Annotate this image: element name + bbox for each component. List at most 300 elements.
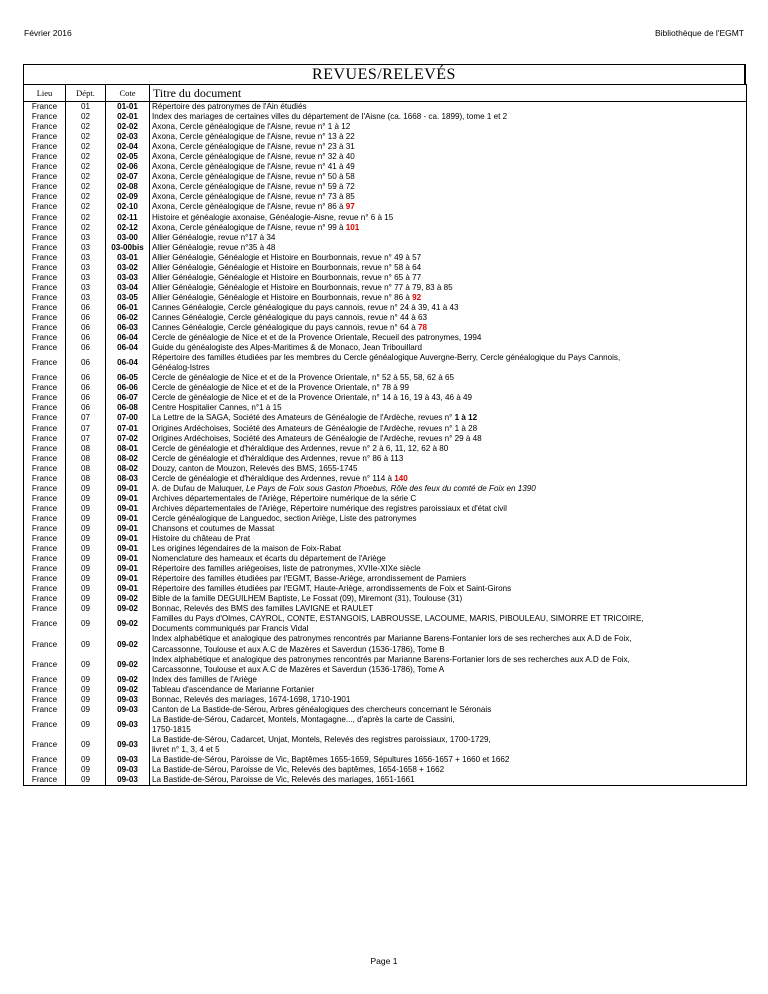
cell-titre [150,434,747,444]
cell-titre [150,263,747,273]
cell-lieu: France [24,564,66,574]
cell-cote: 09-01 [106,564,150,574]
titre-text: Axona, Cercle généalogique de l'Aisne, revue n° 1 à 12 [152,122,351,132]
cell-lieu: France [24,735,66,755]
table-row [24,223,747,233]
table-row [24,243,747,253]
table-row [24,182,747,192]
cell-cote: 09-02 [106,655,150,675]
titre-text: Cercle de généalogie et d'héraldique des Ardennes, revue n° 86 à 113 [152,453,404,463]
titre-text: Index alphabétique et analogique des patronymes rencontrés par Marianne Barens-Fortanier lors de ses recherches aux A.D de Foix, [152,654,630,664]
cell-cote: 09-01 [106,524,150,534]
cell-lieu: France [24,182,66,192]
cell-dept: 09 [66,484,106,494]
cell-lieu: France [24,313,66,323]
cell-titre [150,152,747,162]
titre-text: A. de Dufau de Maluquer, [152,483,247,493]
cell-lieu: France [24,765,66,775]
table-row [24,564,747,574]
table-row [24,353,747,373]
cell-titre [150,534,747,544]
cell-titre [150,122,747,132]
cell-dept: 02 [66,223,106,233]
cell-lieu: France [24,594,66,604]
titre-text: La Bastide-de-Sérou, Cadarcet, Montels, Montagagne..., d'après la carte de Cassini, [152,714,455,724]
cell-cote: 02-08 [106,182,150,192]
table-row [24,233,747,243]
cell-cote: 09-03 [106,735,150,755]
table-row [24,594,747,604]
cell-dept: 09 [66,675,106,685]
cell-dept: 03 [66,263,106,273]
cell-titre [150,223,747,233]
cell-lieu: France [24,494,66,504]
titre-line2: Carcassonne, Toulouse et aux A.C de Mazères et Saverdun (1536-1786), Tome B [152,644,445,654]
table-row [24,333,747,343]
table-row [24,484,747,494]
cell-cote: 06-05 [106,373,150,383]
cell-lieu: France [24,413,66,423]
cell-titre [150,484,747,494]
cell-dept: 02 [66,172,106,182]
cell-titre [150,142,747,152]
titre-text: Allier Généalogie, Généalogie et Histoire en Bourbonnais, revue n° 65 à 77 [152,272,422,282]
cell-lieu: France [24,152,66,162]
titre-text: Répertoire des familles étudiées par l'EGMT, Haute-Ariège, arrondissements de Foix et Saint-Girons [152,584,512,594]
table-row [24,755,747,765]
cell-lieu: France [24,424,66,434]
cell-cote: 09-03 [106,715,150,735]
table-row [24,634,747,654]
section-title-band [23,64,746,84]
table-row [24,454,747,464]
table-row [24,393,747,403]
table-row [24,434,747,444]
cell-lieu: France [24,273,66,283]
cell-titre [150,765,747,775]
titre-text: Axona, Cercle généalogique de l'Aisne, revue n° 23 à 31 [152,142,355,152]
titre-highlight: 92 [412,292,422,302]
page-number: Page 1 [370,956,398,966]
table-row [24,112,747,122]
cell-lieu: France [24,102,66,113]
cell-dept: 09 [66,685,106,695]
cell-titre [150,293,747,303]
cell-titre [150,283,747,293]
cell-dept: 02 [66,213,106,223]
table-row [24,504,747,514]
cell-lieu: France [24,333,66,343]
titre-text: Allier Généalogie, Généalogie et Histoire en Bourbonnais, revue n° 49 à 57 [152,252,422,262]
titre-text: Chansons et coutumes de Massat [152,523,275,533]
table-row [24,213,747,223]
cell-cote: 06-03 [106,323,150,333]
table-row [24,444,747,454]
cell-lieu: France [24,132,66,142]
cell-cote: 02-10 [106,202,150,212]
titre-text: Axona, Cercle généalogique de l'Aisne, revue n° 13 à 22 [152,132,355,142]
titre-text: Guide du généalogiste des Alpes-Maritimes & de Monaco, Jean Tribouillard [152,343,422,353]
cell-titre [150,634,747,654]
cell-titre [150,333,747,343]
cell-lieu: France [24,202,66,212]
cell-dept: 06 [66,393,106,403]
cell-titre [150,102,747,113]
titre-text: Cercle de généalogie de Nice et et de la Provence Orientale, n° 52 à 55, 58, 62 à 65 [152,373,455,383]
cell-titre [150,303,747,313]
titre-text: Nomenclature des hameaux et écarts du département de l'Ariège [152,554,386,564]
titre-text: Cercle de généalogie de Nice et et de la Provence Orientale, n° 78 à 99 [152,383,410,393]
cell-cote: 09-03 [106,775,150,786]
cell-lieu: France [24,484,66,494]
table-header-row [24,85,747,102]
cell-cote: 01-01 [106,102,150,113]
cell-lieu: France [24,775,66,786]
cell-cote: 06-08 [106,403,150,413]
titre-highlight: 97 [345,202,355,212]
titre-text: Allier Généalogie, Généalogie et Histoire en Bourbonnais, revue n° 86 à [152,292,413,302]
table-row [24,152,747,162]
cell-cote: 03-02 [106,263,150,273]
cell-titre [150,464,747,474]
cell-titre [150,524,747,534]
titre-italic: Le Pays de Foix sous Gaston Phoebus, Rôle des feux du comté de Foix en 1390 [246,483,536,493]
cell-titre [150,574,747,584]
table-row [24,373,747,383]
titre-text: Bible de la famille DEGUILHEM Baptiste, Le Fossat (09), Miremont (31), Toulouse (31) [152,594,463,604]
cell-titre [150,343,747,353]
titre-highlight: 78 [418,323,428,333]
cell-dept: 09 [66,765,106,775]
titre-text: La Bastide-de-Sérou, Paroisse de Vic, Relevés des mariages, 1651-1661 [152,775,415,785]
cell-lieu: France [24,122,66,132]
cell-lieu: France [24,584,66,594]
titre-text: La Bastide-de-Sérou, Paroisse de Vic, Relevés des baptêmes, 1654-1658 + 1662 [152,765,445,775]
cell-cote: 02-11 [106,213,150,223]
cell-lieu: France [24,514,66,524]
cell-dept: 03 [66,243,106,253]
cell-cote: 03-00 [106,233,150,243]
header-date: Février 2016 [24,28,72,38]
cell-dept: 09 [66,564,106,574]
cell-cote: 09-03 [106,705,150,715]
table-row [24,584,747,594]
titre-text: Axona, Cercle généalogique de l'Aisne, revue n° 99 à [152,222,346,232]
cell-titre [150,162,747,172]
cell-dept: 02 [66,132,106,142]
cell-cote: 07-02 [106,434,150,444]
cell-lieu: France [24,614,66,634]
cell-dept: 03 [66,273,106,283]
titre-bold: 1 à 12 [454,413,478,423]
cell-cote: 02-09 [106,192,150,202]
cell-titre [150,584,747,594]
titre-text: Bonnac, Relevés des BMS des familles LAVIGNE et RAULET [152,604,374,614]
titre-text: Cannes Généalogie, Cercle généalogique du pays cannois, revue n° 44 à 63 [152,312,428,322]
titre-text: Allier Généalogie, Généalogie et Histoire en Bourbonnais, revue n° 77 à 79, 83 à 85 [152,282,453,292]
cell-lieu: France [24,715,66,735]
table-row [24,192,747,202]
titre-text: Centre Hospitalier Cannes, n°1 à 15 [152,403,282,413]
cell-lieu: France [24,655,66,675]
titre-text: Index des mariages de certaines villes du département de l'Aisne (ca. 1668 - ca. 1899), tome 1 et 2 [152,112,508,122]
cell-titre [150,313,747,323]
cell-titre [150,253,747,263]
cell-titre [150,675,747,685]
catalogue-table [23,84,747,786]
cell-dept: 07 [66,424,106,434]
titre-text: Canton de La Bastide-de-Sérou, Arbres généalogiques des chercheurs concernant le Séronais [152,704,492,714]
cell-lieu: France [24,162,66,172]
cell-titre [150,383,747,393]
titre-text: Douzy, canton de Mouzon, Relevés des BMS, 1655-1745 [152,463,358,473]
cell-lieu: France [24,393,66,403]
table-row [24,655,747,675]
cell-cote: 03-05 [106,293,150,303]
cell-cote: 09-01 [106,554,150,564]
table-row [24,383,747,393]
cell-titre [150,544,747,554]
cell-dept: 08 [66,454,106,464]
cell-dept: 09 [66,554,106,564]
cell-titre [150,112,747,122]
titre-text: Axona, Cercle généalogique de l'Aisne, revue n° 86 à [152,202,346,212]
titre-text: Cercle de généalogie et d'héraldique des Ardennes, revue n° 2 à 6, 11, 12, 62 à 80 [152,443,449,453]
cell-titre [150,594,747,604]
column-header-titre: Titre du document [150,85,747,102]
cell-titre [150,695,747,705]
cell-titre [150,213,747,223]
titre-line2: Généalog-Istres [152,363,210,373]
cell-titre [150,685,747,695]
cell-titre [150,403,747,413]
cell-dept: 06 [66,333,106,343]
cell-titre [150,504,747,514]
cell-cote: 09-02 [106,685,150,695]
table-row [24,313,747,323]
table-row [24,705,747,715]
cell-lieu: France [24,434,66,444]
cell-dept: 07 [66,413,106,423]
cell-titre [150,393,747,403]
table-row [24,695,747,705]
cell-cote: 09-02 [106,614,150,634]
cell-lieu: France [24,293,66,303]
cell-dept: 02 [66,142,106,152]
table-row [24,253,747,263]
titre-text: Axona, Cercle généalogique de l'Aisne, revue n° 41 à 49 [152,162,355,172]
cell-titre [150,413,747,423]
titre-text: Origines Ardéchoises, Société des Amateurs de Généalogie de l'Ardèche, revues n° 29 à 48 [152,433,482,443]
cell-lieu: France [24,303,66,313]
table-row [24,614,747,634]
table-row [24,464,747,474]
cell-dept: 09 [66,695,106,705]
cell-dept: 06 [66,383,106,393]
titre-text: La Bastide-de-Sérou, Paroisse de Vic, Baptêmes 1655-1659, Sépultures 1656-1657 + 1660 et 1662 [152,755,510,765]
cell-cote: 08-02 [106,454,150,464]
table-row [24,162,747,172]
cell-titre [150,243,747,253]
cell-dept: 09 [66,715,106,735]
cell-dept: 01 [66,102,106,113]
table-row [24,403,747,413]
titre-text: Tableau d'ascendance de Marianne Fortanier [152,684,315,694]
titre-text: Archives départementales de l'Ariège, Répertoire numérique de la série C [152,493,417,503]
cell-lieu: France [24,454,66,464]
titre-text: Cercle de généalogie de Nice et et de la Provence Orientale, n° 14 à 16, 19 à 43, 46 à 49 [152,393,473,403]
cell-dept: 09 [66,775,106,786]
cell-lieu: France [24,403,66,413]
cell-dept: 06 [66,323,106,333]
cell-lieu: France [24,323,66,333]
table-row [24,202,747,212]
cell-lieu: France [24,544,66,554]
section-title: REVUES/RELEVÉS [312,66,456,83]
table-row [24,142,747,152]
cell-dept: 09 [66,494,106,504]
titre-text: Cannes Généalogie, Cercle généalogique du pays cannois, revue n° 64 à [152,323,419,333]
table-row [24,102,747,113]
titre-text: Allier Généalogie, revue n°35 à 48 [152,242,276,252]
titre-highlight: 101 [345,222,360,232]
table-row [24,122,747,132]
table-row [24,544,747,554]
cell-titre [150,604,747,614]
titre-text: Origines Ardéchoises, Société des Amateurs de Généalogie de l'Ardèche, revues n° 1 à 28 [152,423,478,433]
cell-titre [150,564,747,574]
cell-cote: 06-04 [106,333,150,343]
titre-text: Histoire du château de Prat [152,534,251,544]
cell-titre [150,454,747,464]
cell-titre [150,735,747,755]
table-row [24,675,747,685]
cell-lieu: France [24,675,66,685]
table-row [24,514,747,524]
cell-cote: 09-03 [106,755,150,765]
cell-dept: 06 [66,353,106,373]
cell-lieu: France [24,474,66,484]
table-row [24,775,747,786]
cell-lieu: France [24,223,66,233]
cell-cote: 06-04 [106,343,150,353]
cell-titre [150,202,747,212]
cell-lieu: France [24,524,66,534]
cell-titre [150,132,747,142]
cell-cote: 02-12 [106,223,150,233]
column-header-dept: Dépt. [66,85,106,102]
cell-cote: 06-07 [106,393,150,403]
cell-lieu: France [24,142,66,152]
table-row [24,424,747,434]
cell-lieu: France [24,353,66,373]
titre-text: Archives départementales de l'Ariège, Répertoire numérique des registres paroissiaux et d'état civil [152,503,507,513]
cell-cote: 09-01 [106,534,150,544]
table-row [24,263,747,273]
cell-dept: 06 [66,303,106,313]
cell-dept: 06 [66,403,106,413]
cell-dept: 09 [66,544,106,554]
cell-lieu: France [24,243,66,253]
cell-dept: 02 [66,202,106,212]
cell-dept: 02 [66,112,106,122]
table-row [24,303,747,313]
cell-titre [150,514,747,524]
cell-cote: 09-03 [106,765,150,775]
titre-text: Cercle de généalogie et d'héraldique des Ardennes, revue n° 114 à [152,473,395,483]
titre-text: Axona, Cercle généalogique de l'Aisne, revue n° 73 à 85 [152,192,355,202]
cell-lieu: France [24,172,66,182]
cell-cote: 06-06 [106,383,150,393]
titre-text: Les origines légendaires de la maison de Foix-Rabat [152,544,341,554]
cell-lieu: France [24,634,66,654]
table-row [24,474,747,484]
titre-highlight: 140 [394,473,408,483]
cell-lieu: France [24,192,66,202]
cell-cote: 02-07 [106,172,150,182]
cell-dept: 09 [66,634,106,654]
cell-lieu: France [24,554,66,564]
cell-cote: 08-01 [106,444,150,454]
cell-lieu: France [24,263,66,273]
cell-titre [150,715,747,735]
cell-cote: 02-01 [106,112,150,122]
cell-cote: 02-04 [106,142,150,152]
column-header-cote: Cote [106,85,150,102]
cell-dept: 09 [66,534,106,544]
cell-titre [150,655,747,675]
table-row [24,534,747,544]
cell-dept: 02 [66,162,106,172]
cell-cote: 03-04 [106,283,150,293]
cell-lieu: France [24,695,66,705]
titre-line2: Carcassonne, Toulouse et aux A.C de Mazères et Saverdun (1536-1786), Tome A [152,664,445,674]
cell-dept: 02 [66,192,106,202]
table-row [24,604,747,614]
cell-titre [150,172,747,182]
titre-text: Allier Généalogie, revue n°17 à 34 [152,232,276,242]
cell-titre [150,424,747,434]
cell-cote: 03-03 [106,273,150,283]
cell-dept: 03 [66,293,106,303]
table-row [24,283,747,293]
cell-dept: 02 [66,152,106,162]
cell-lieu: France [24,534,66,544]
cell-titre [150,494,747,504]
cell-dept: 07 [66,434,106,444]
cell-lieu: France [24,383,66,393]
cell-dept: 09 [66,524,106,534]
table-row [24,574,747,584]
cell-dept: 03 [66,283,106,293]
cell-cote: 02-06 [106,162,150,172]
cell-cote: 06-02 [106,313,150,323]
cell-lieu: France [24,755,66,765]
cell-cote: 06-04 [106,353,150,373]
cell-lieu: France [24,444,66,454]
column-header-lieu: Lieu [24,85,66,102]
table-row [24,494,747,504]
titre-text: Cercle généalogique de Languedoc, section Ariège, Liste des patronymes [152,513,417,523]
cell-dept: 03 [66,233,106,243]
titre-text: Histoire et généalogie axonaise, Généalogie-Aisne, revue n° 6 à 15 [152,212,394,222]
cell-lieu: France [24,504,66,514]
cell-cote: 09-01 [106,574,150,584]
cell-dept: 06 [66,313,106,323]
cell-cote: 09-01 [106,494,150,504]
table-row [24,524,747,534]
titre-text: La Bastide-de-Sérou, Cadarcet, Unjat, Montels, Relevés des registres paroissiaux, 1700-1729, [152,734,491,744]
